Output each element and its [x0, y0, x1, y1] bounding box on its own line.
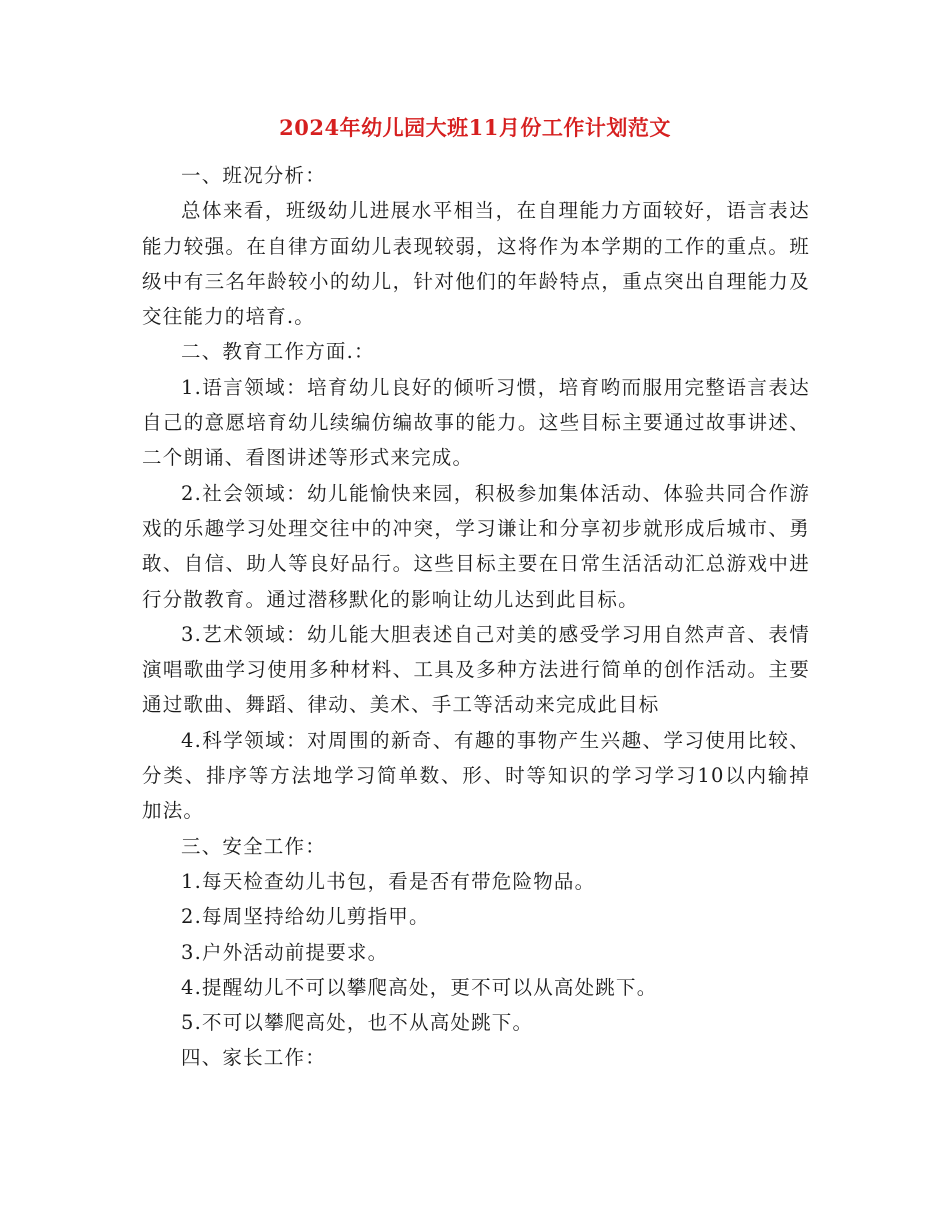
list-item-safety-3: 3.户外活动前提要求。	[181, 940, 389, 964]
list-item-safety-1: 1.每天检查幼儿书包，看是否有带危险物品。	[181, 869, 596, 893]
section-heading-class-analysis: 一、班况分析：	[181, 164, 326, 187]
paragraph-science-domain: 4.科学领域：对周围的新奇、有趣的事物产生兴趣、学习使用比较、分类、排序等方法地学习简单数、形、时等知识的学习学习10以内输掉加法。	[142, 728, 810, 823]
list-item-safety-2: 2.每周坚持给幼儿剪指甲。	[181, 905, 430, 929]
section-heading-parents: 四、家长工作：	[181, 1046, 326, 1070]
document-title: 2024年幼儿园大班11月份工作计划范文	[279, 115, 671, 140]
list-item-safety-5: 5.不可以攀爬高处，也不从高处跳下。	[181, 1011, 534, 1035]
section-heading-safety: 三、安全工作：	[181, 834, 326, 858]
list-item-safety-4: 4.提醒幼儿不可以攀爬高处，更不可以从高处跳下。	[181, 975, 658, 999]
paragraph-social-domain: 2.社会领域：幼儿能愉快来园，积极参加集体活动、体验共同合作游戏的乐趣学习处理交往中的冲突，学习谦让和分享初步就形成后城市、勇敢、自信、助人等良好品行。这些目标主要在日常生活活动汇总游戏中进行分散教育。通过潜移默化的影响让幼儿达到此目标。	[142, 481, 810, 611]
paragraph-language-domain: 1.语言领域：培育幼儿良好的倾听习惯，培育哟而服用完整语言表达自己的意愿培育幼儿续编仿编故事的能力。这些目标主要通过故事讲述、二个朗诵、看图讲述等形式来完成。	[142, 375, 810, 470]
document-body	[142, 158, 810, 1076]
section-heading-education: 二、教育工作方面.：	[181, 340, 375, 364]
paragraph-art-domain: 3.艺术领域：幼儿能大胆表述自己对美的感受学习用自然声音、表情演唱歌曲学习使用多种材料、工具及多种方法进行简单的创作活动。主要通过歌曲、舞蹈、律动、美术、手工等活动来完成此目标	[142, 622, 810, 717]
paragraph-overview: 总体来看，班级幼儿进展水平相当，在自理能力方面较好，语言表达能力较强。在自律方面幼儿表现较弱，这将作为本学期的工作的重点。班级中有三名年龄较小的幼儿，针对他们的年龄特点，重点突出自理能力及交往能力的培育.。	[142, 199, 810, 329]
